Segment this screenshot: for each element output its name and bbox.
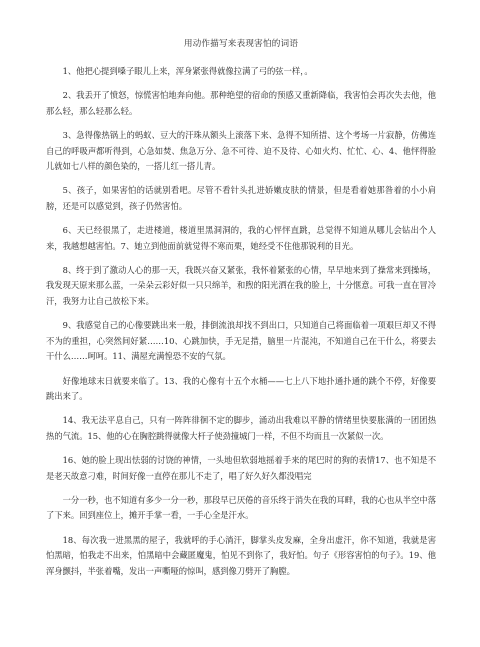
paragraph-7: 9、我感觉自己的心像要跳出来一般，排倒流浪却找不到出口，只知道自己将面临着一项艰巨却又不得不为的重担，心突然间好紧……10、心跳加快，手无足措，脑里一片混沌，不知道自己在干什么，将要去干什么……呵呵。11、满屋充满惶恐不安的气氛。 <box>46 320 436 362</box>
paragraph-2: 2、我丢开了愤怒，惊慌害怕地奔向他。那种绝望的宿命的预感又重新降临，我害怕会再次失去他，他那么轻，那么轻那么轻。 <box>46 90 436 116</box>
paragraph-5: 6、天已经很黑了，走进楼道，楼道里黑洞洞的，我的心怦怦直跳，总觉得不知道从哪儿会钻出个人来，我越想越害怕。7、她立到他面前就觉得不寒而栗，她经受不住他那锐利的目光。 <box>46 225 436 251</box>
document-title: 用动作描写来表现害怕的词语 <box>183 39 299 49</box>
paragraph-8: 好像地球末日就要来临了。13、我的心像有十五个水桶——七上八下地扑通扑通的跳个不停，好像要跳出来了。 <box>46 375 436 401</box>
paragraph-3: 3、急得像热锅上的蚂蚁、豆大的汗珠从额头上滚落下来、急得不知所措、这个考场一片寂静，仿佛连自己的呼吸声都听得到，心急如焚、焦急万分、急不可待、迫不及待、心如火灼、忙忙、心、4、他怦得脸儿就如七八样的颜色染的，一搭儿红一搭儿青。 <box>46 130 436 172</box>
paragraph-9: 14、我无法平息自己，只有一阵阵徘徊不定的脚步，涌动出我难以平静的情绪里快要胀满的一团团热热的气流。15、他的心在胸腔跳得就像大杆子使劲撞城门一样，不但不均而且一次紧似一次。 <box>46 415 436 441</box>
paragraph-10: 16、她的脸上现出怯弱的讨饶的神情，一头地但软弱地摇着手来的尾巴时的狗的表情17、也不知是不是老天故意刁难，时间好像一直停在那儿不走了，唱了好久好久都没唱完 <box>46 455 436 481</box>
paragraph-4: 5、孩子，如果害怕的话就别看吧。尽管不看针头扎进娇嫩皮肤的情景，但是看着她那昝着的小小肩膀，还是可以感觉到，孩子仍然害怕。 <box>46 185 436 211</box>
paragraph-12: 18、每次我一进黑黑的屋子，我就呼的手心淌汗，脚掌头皮发麻，全身出虚汗，你不知道，我就是害怕黑暗，怕我走不出来，怕黑暗中会藏匿魔鬼，怕见不到你了，我好怕。句子《形容害怕的句子》。19、他浑身颤抖，半张着嘴，发出一声嘶哑的惊叫，感到像刀劈开了胸膛。 <box>46 534 436 576</box>
paragraph-6: 8、终于到了激动人心的那一天，我既兴奋又紧张，我怀着紧张的心情，早早地来到了操常来到操场，我发现天原来那么蓝，一朵朵云彩好似一只只绵羊，和煦的阳光洒在我的脸上，十分惬意。可我一直在冒冷汗，我努力让自己放松下来。 <box>46 265 436 306</box>
paragraph-11: 一分一秒，也不知道有多少一分一秒，那段早已厌倦的音乐终于消失在我的耳畔，我的心也从半空中落了下来。回到座位上，摊开手掌一看，一手心全是汗水。 <box>46 494 436 521</box>
paragraph-1: 1、他把心提到嗓子眼儿上来，浑身紧张得就像拉满了弓的弦一样，。 <box>62 66 313 76</box>
